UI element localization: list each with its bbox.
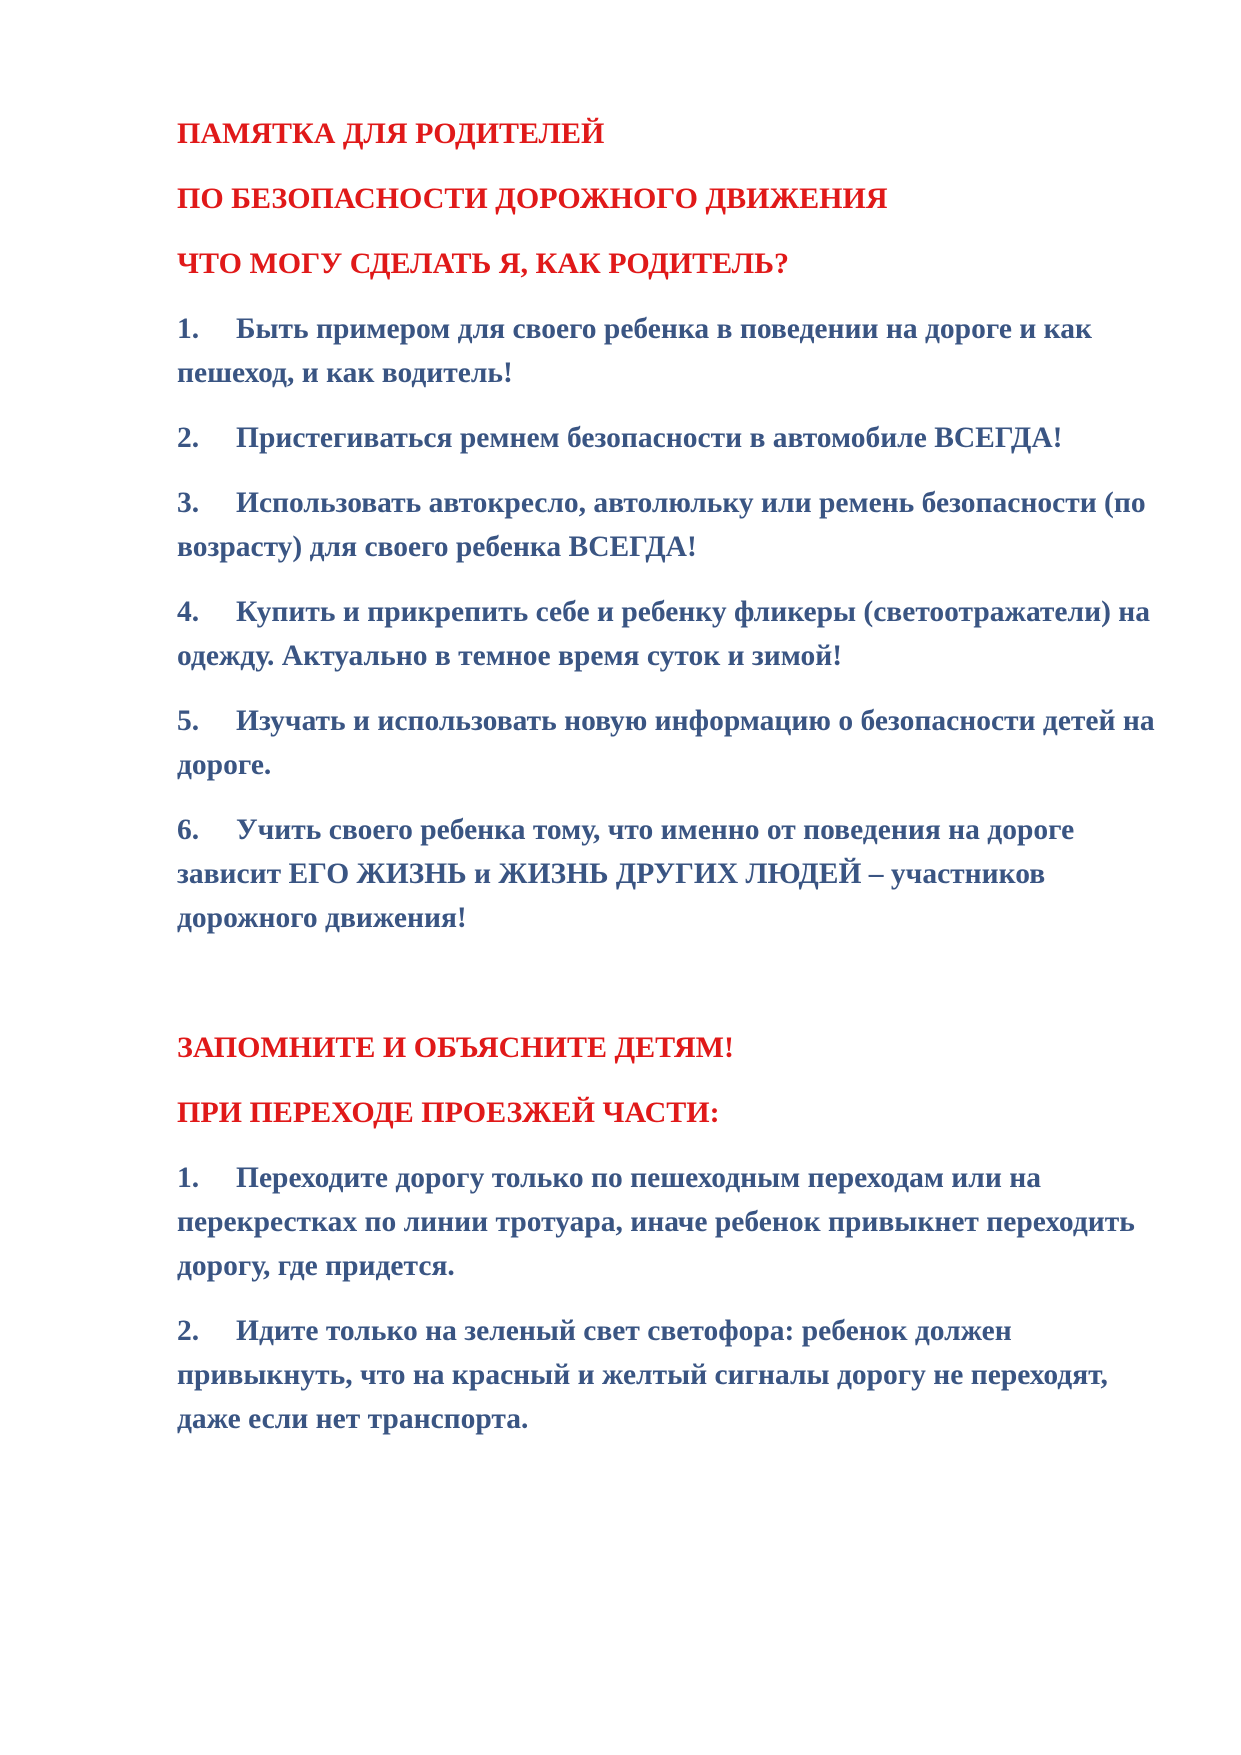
list-item	[177, 590, 1157, 678]
section-subtitle: ЧТО МОГУ СДЕЛАТЬ Я, КАК РОДИТЕЛЬ?	[177, 247, 789, 280]
list-item	[177, 699, 1157, 787]
list-item	[177, 307, 1157, 395]
list-item-number: 1.	[177, 1162, 200, 1194]
list-item-number: 4.	[177, 596, 200, 628]
list-item-text: Использовать автокресло, автолюльку или ремень безопасности (по возрасту) для своего ребенка ВСЕГДА!	[177, 487, 1146, 563]
list-item-number: 1.	[177, 313, 200, 345]
list-item	[177, 416, 1157, 460]
section-2-subtitle: ПРИ ПЕРЕХОДЕ ПРОЕЗЖЕЙ ЧАСТИ:	[177, 1096, 720, 1129]
title-line-2: ПО БЕЗОПАСНОСТИ ДОРОЖНОГО ДВИЖЕНИЯ	[177, 182, 888, 215]
list-item-text: Переходите дорогу только по пешеходным переходам или на перекрестках по линии тротуара, иначе ребенок привыкнет переходить дорогу, где придется.	[177, 1162, 1135, 1282]
list-item	[177, 808, 1157, 940]
section-spacer	[177, 961, 1157, 1026]
list-item	[177, 481, 1157, 569]
list-item-text: Купить и прикрепить себе и ребенку фликеры (светоотражатели) на одежду. Актуально в темное время суток и зимой!	[177, 596, 1151, 672]
list-item-number: 2.	[177, 1315, 200, 1347]
list-item-text: Быть примером для своего ребенка в поведении на дороге и как пешеход, и как водитель!	[177, 313, 1092, 389]
list-item-text: Изучать и использовать новую информацию о безопасности детей на дороге.	[177, 705, 1155, 781]
list-item-text: Пристегиваться ремнем безопасности в автомобиле ВСЕГДА!	[236, 422, 1063, 454]
section-2-title: ЗАПОМНИТЕ И ОБЪЯСНИТЕ ДЕТЯМ!	[177, 1031, 734, 1064]
list-item-text: Идите только на зеленый свет светофора: ребенок должен привыкнуть, что на красный и желтый сигналы дорогу не переходят, даже если нет транспорта.	[177, 1315, 1108, 1435]
title-line-1: ПАМЯТКА ДЛЯ РОДИТЕЛЕЙ	[177, 117, 605, 150]
list-item-number: 5.	[177, 705, 200, 737]
list-item-number: 3.	[177, 487, 200, 519]
list-item-number: 6.	[177, 814, 200, 846]
list-item-number: 2.	[177, 422, 200, 454]
list-item	[177, 1156, 1157, 1288]
list-item	[177, 1309, 1157, 1441]
list-item-text: Учить своего ребенка тому, что именно от поведения на дороге зависит ЕГО ЖИЗНЬ и ЖИЗНЬ ДРУГИХ ЛЮДЕЙ – участников дорожного движения!	[177, 814, 1075, 934]
document-content	[177, 112, 1157, 1462]
